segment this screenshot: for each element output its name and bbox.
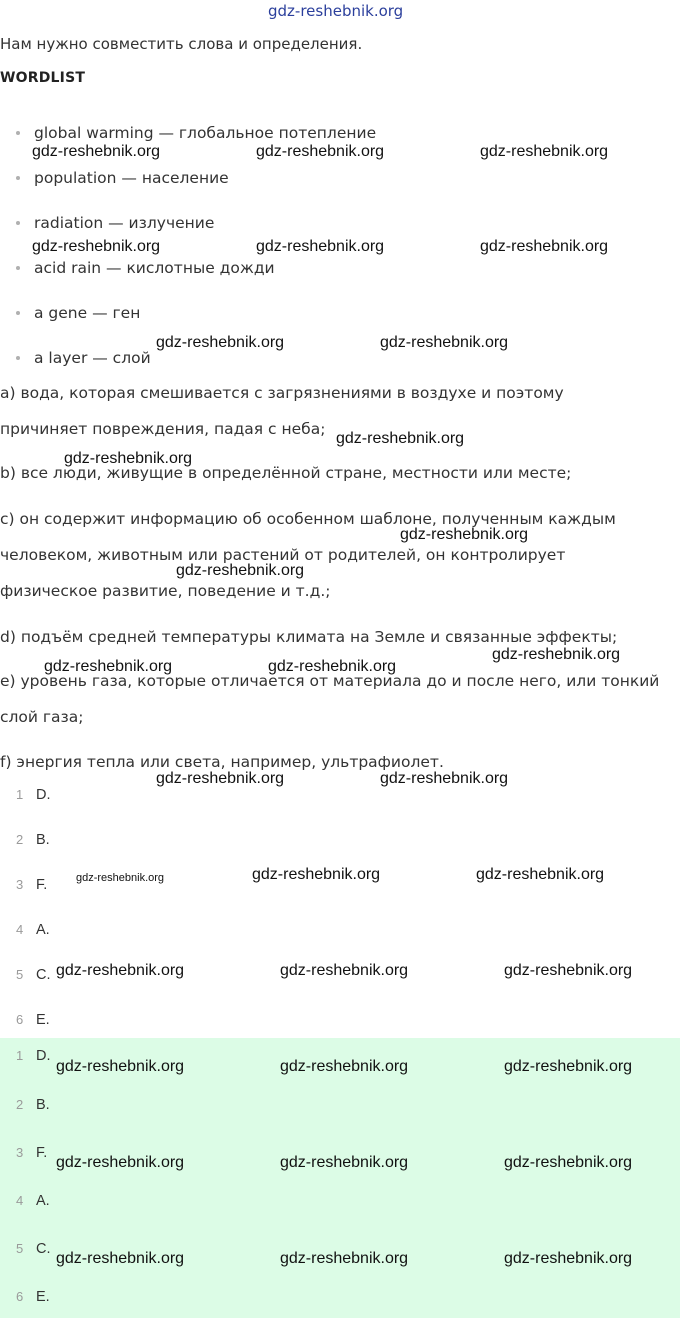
wordlist-item: [16, 349, 151, 367]
watermark: gdz-reshebnik.org: [156, 334, 285, 351]
definition-line: физическое развитие, поведение и т.д.;: [0, 582, 331, 600]
bullet-icon: [16, 356, 20, 360]
watermark: gdz-reshebnik.org: [156, 770, 285, 787]
wordlist-item-text: a layer — слой: [34, 349, 151, 367]
watermark: gdz-reshebnik.org: [280, 1154, 409, 1171]
wordlist-item: [16, 259, 275, 277]
watermark: gdz-reshebnik.org: [476, 866, 605, 883]
wordlist-title: WORDLIST: [0, 70, 86, 86]
definition-line: d) подъём средней температуры климата на Земле и связанные эффекты;: [0, 628, 618, 646]
definition-line: e) уровень газа, которые отличается от материала до и после него, или тонкий: [0, 672, 660, 690]
watermark: gdz-reshebnik.org: [336, 430, 465, 447]
answer-list: [0, 787, 680, 1037]
watermark: gdz-reshebnik.org: [280, 962, 409, 979]
definition-line: c) он содержит информацию об особенном шаблоне, полученным каждым: [0, 510, 616, 528]
wordlist-item-text: a gene — ген: [34, 304, 141, 322]
answer-value: B.: [36, 1097, 50, 1113]
answer-value: E.: [36, 1012, 50, 1028]
wordlist-item: [16, 304, 140, 322]
definition-line: f) энергия тепла или света, например, ультрафиолет.: [0, 753, 444, 771]
watermark: gdz-reshebnik.org: [268, 658, 397, 675]
watermark: gdz-reshebnik.org: [504, 962, 633, 979]
definition-line: слой газа;: [0, 708, 84, 726]
watermark: gdz-reshebnik.org: [280, 1058, 409, 1075]
answer-number: 1: [16, 1048, 24, 1063]
site-name: gdz-reshebnik.org: [268, 2, 404, 20]
watermark: gdz-reshebnik.org: [256, 238, 385, 255]
wordlist-item-text: acid rain — кислотные дожди: [34, 259, 275, 277]
answer-value: D.: [36, 1048, 51, 1064]
watermark: gdz-reshebnik.org: [56, 962, 185, 979]
answer-value: D.: [36, 787, 51, 803]
wordlist-item-text: radiation — излучение: [34, 214, 215, 232]
answer-number: 5: [16, 1241, 24, 1256]
watermark: gdz-reshebnik.org: [504, 1154, 633, 1171]
answer-value: C.: [36, 1241, 51, 1257]
bullet-icon: [16, 131, 20, 135]
answer-value: B.: [36, 832, 50, 848]
watermark: gdz-reshebnik.org: [32, 238, 161, 255]
answer-value: A.: [36, 1193, 50, 1209]
answer-number: 4: [16, 1193, 24, 1208]
intro-text: Нам нужно совместить слова и определения.: [0, 35, 363, 53]
wordlist-item: [16, 124, 376, 142]
watermark: gdz-reshebnik.org: [32, 143, 161, 160]
watermark: gdz-reshebnik.org: [280, 1250, 409, 1267]
watermark: gdz-reshebnik.org: [492, 646, 621, 663]
watermark: gdz-reshebnik.org: [44, 658, 173, 675]
definition-line: b) все люди, живущие в определённой стране, местности или месте;: [0, 464, 572, 482]
watermark: gdz-reshebnik.org: [504, 1058, 633, 1075]
answer-value: C.: [36, 967, 51, 983]
definition-line: причиняет повреждения, падая с неба;: [0, 420, 326, 438]
answer-value: F.: [36, 877, 48, 893]
watermark: gdz-reshebnik.org: [64, 450, 193, 467]
watermark: gdz-reshebnik.org: [480, 143, 609, 160]
answer-value: E.: [36, 1289, 50, 1305]
watermark: gdz-reshebnik.org: [256, 143, 385, 160]
watermark: gdz-reshebnik.org: [400, 526, 529, 543]
wordlist-item-text: population — население: [34, 169, 229, 187]
answer-list-highlighted: [0, 1038, 680, 1318]
bullet-icon: [16, 221, 20, 225]
wordlist-item: [16, 214, 214, 232]
wordlist-item: [16, 169, 229, 187]
answer-number: 2: [16, 832, 24, 847]
watermark: gdz-reshebnik.org: [56, 1058, 185, 1075]
wordlist-item-text: global warming — глобальное потепление: [34, 124, 377, 142]
answer-number: 4: [16, 922, 24, 937]
answer-number: 5: [16, 967, 24, 982]
answer-number: 6: [16, 1012, 24, 1027]
answer-number: 3: [16, 877, 24, 892]
answer-number: 3: [16, 1145, 24, 1160]
answer-number: 2: [16, 1097, 24, 1112]
watermark: gdz-reshebnik.org: [480, 238, 609, 255]
watermark: gdz-reshebnik.org: [176, 562, 305, 579]
definition-line: a) вода, которая смешивается с загрязнениями в воздухе и поэтому: [0, 384, 564, 402]
answer-value: F.: [36, 1145, 48, 1161]
answer-value: A.: [36, 922, 50, 938]
answer-number: 6: [16, 1289, 24, 1304]
watermark: gdz-reshebnik.org: [56, 1250, 185, 1267]
bullet-icon: [16, 266, 20, 270]
bullet-icon: [16, 176, 20, 180]
answer-number: 1: [16, 787, 24, 802]
watermark: gdz-reshebnik.org: [252, 866, 381, 883]
watermark: gdz-reshebnik.org: [56, 1154, 185, 1171]
bullet-icon: [16, 311, 20, 315]
watermark: gdz-reshebnik.org: [76, 872, 165, 884]
definition-line: человеком, животным или растений от родителей, он контролирует: [0, 546, 566, 564]
watermark: gdz-reshebnik.org: [380, 770, 509, 787]
watermark: gdz-reshebnik.org: [380, 334, 509, 351]
watermark: gdz-reshebnik.org: [504, 1250, 633, 1267]
